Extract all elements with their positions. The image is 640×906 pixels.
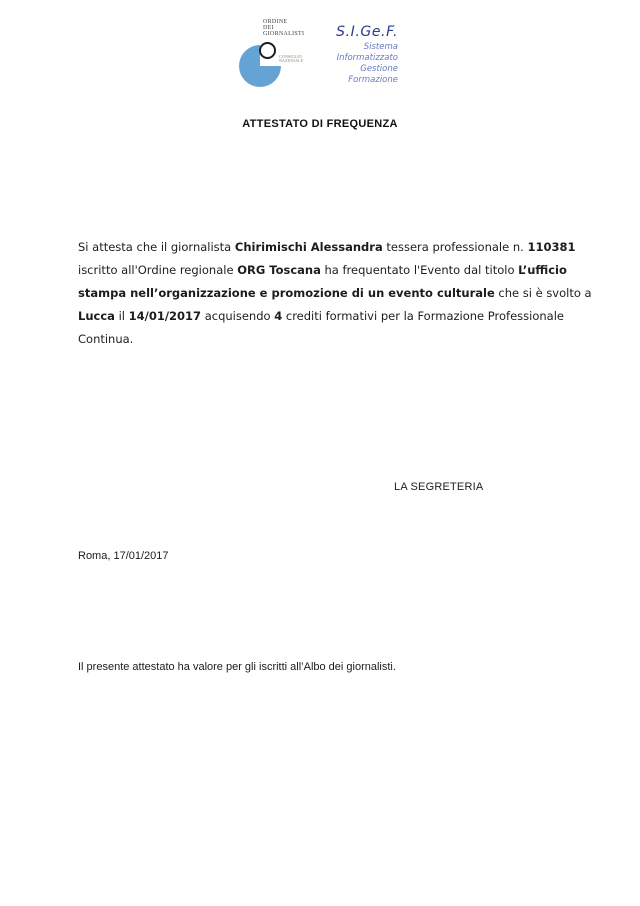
sigef-logo-name: S.I.Ge.F. [336, 24, 398, 40]
certificate-text-line: Si attesta che il giornalista Chirimischi Alessandra tessera professionale n. 110381 [78, 240, 576, 254]
odg-logo-wordmark [263, 19, 304, 37]
odg-wordmark-line: GIORNALISTI [263, 31, 305, 37]
certificate-text-line: stampa nell’organizzazione e promozione di un evento culturale che si è svolto a [78, 286, 592, 300]
sigef-subtitle-line: Formazione [348, 75, 398, 85]
odg-wordmark-line: ORDINE [263, 19, 288, 25]
odg-ring-icon [259, 42, 276, 59]
sigef-subtitle-line: Sistema [363, 42, 398, 52]
validity-note: Il presente attestato ha valore per gli iscritti all’Albo dei giornalisti. [78, 661, 396, 673]
sigef-logo-subtitle [326, 42, 398, 86]
dateline: Roma, 17/01/2017 [78, 550, 169, 562]
odg-council-line: CONSIGLIO [279, 55, 302, 60]
odg-wordmark-line: DEI [263, 25, 274, 31]
sigef-subtitle-line: Informatizzato [336, 53, 398, 63]
sigef-subtitle-line: Gestione [360, 64, 398, 74]
odg-council-line: NAZIONALE [279, 59, 304, 64]
odg-council-label [279, 55, 303, 63]
document-title: ATTESTATO DI FREQUENZA [242, 118, 398, 130]
certificate-text-line: Lucca il 14/01/2017 acquisendo 4 crediti formativi per la Formazione Professionale [78, 309, 564, 323]
signature-label: LA SEGRETERIA [394, 481, 484, 493]
sigef-logo [326, 24, 398, 86]
odg-logo [239, 19, 303, 93]
certificate-text-line: iscritto all'Ordine regionale ORG Toscana ha frequentato l'Evento dal titolo L’ufficio [78, 263, 567, 277]
certificate-text-line: Continua. [78, 332, 134, 346]
certificate-body [78, 236, 598, 351]
